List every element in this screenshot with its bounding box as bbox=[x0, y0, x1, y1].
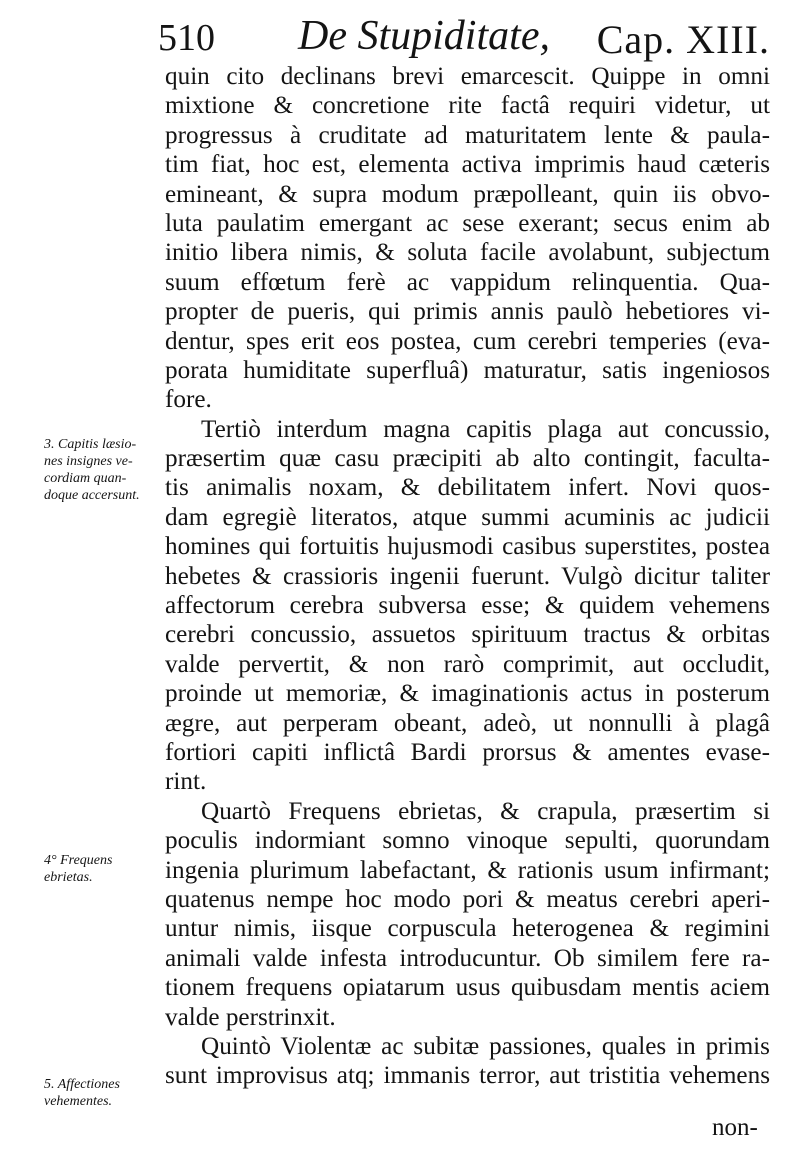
margin-note-line: cordiam quan- bbox=[44, 471, 127, 486]
margin-note-line: 5. Affectiones bbox=[44, 1077, 120, 1092]
text-line: progressus à cruditate ad maturitatem lente & paula- bbox=[165, 121, 770, 149]
text-line: ægre, aut perperam obeant, adeò, ut nonnulli à plagâ bbox=[165, 709, 770, 737]
running-header bbox=[150, 8, 790, 64]
text-line: Tertiò interdum magna capitis plaga aut concussio, bbox=[201, 415, 770, 443]
text-line: emineant, & supra modum præpolleant, quin iis obvo- bbox=[165, 180, 770, 208]
margin-note-4 bbox=[44, 852, 164, 886]
page-number: 510 bbox=[158, 17, 215, 59]
margin-note-line: ebrietas. bbox=[44, 870, 93, 885]
text-line: suum effœtum ferè ac vappidum relinquentia. Qua- bbox=[165, 268, 770, 296]
margin-note-line: nes insignes ve- bbox=[44, 454, 133, 469]
text-line: homines qui fortuitis hujusmodi casibus superstites, postea bbox=[165, 533, 770, 561]
text-line: hebetes & crassioris ingenii fuerunt. Vulgò dicitur taliter bbox=[165, 562, 770, 590]
text-line: tim fiat, hoc est, elementa activa imprimis haud cæteris bbox=[165, 151, 770, 179]
paragraph-2 bbox=[165, 415, 770, 797]
text-line: affectorum cerebra subversa esse; & quidem vehemens bbox=[165, 592, 770, 620]
text-line: sunt improvisus atq; immanis terror, aut tristitia vehemens bbox=[165, 1062, 770, 1090]
text-line: præsertim quæ casu præcipiti ab alto contingit, faculta- bbox=[165, 445, 770, 473]
margin-note-line: vehementes. bbox=[44, 1094, 113, 1109]
paragraph-4 bbox=[165, 1032, 770, 1091]
text-line: quatenus nempe hoc modo pori & meatus cerebri aperi- bbox=[165, 885, 770, 913]
margin-note-line: 3. Capitis læsio- bbox=[44, 437, 137, 452]
text-line: proinde ut memoriæ, & imaginationis actus in posterum bbox=[165, 680, 770, 708]
chapter-heading: Cap. XIII. bbox=[596, 17, 770, 62]
text-line: dentur, spes erit eos postea, cum cerebri temperies (eva- bbox=[165, 327, 770, 355]
text-line: animali valde infesta introducuntur. Ob similem fere ra- bbox=[165, 944, 770, 972]
text-line: ingenia plurimum labefactant, & rationis usum infirmant; bbox=[165, 856, 770, 884]
running-title: De Stupiditate, bbox=[298, 13, 550, 59]
margin-note-line: 4° Frequens bbox=[44, 853, 113, 868]
text-line: valde perstrinxit. bbox=[165, 1003, 336, 1031]
text-line: valde pervertit, & non rarò comprimit, aut occludit, bbox=[165, 650, 770, 678]
margin-note-line: doque accersunt. bbox=[44, 488, 140, 503]
text-line: cerebri concussio, assuetos spirituum tractus & orbitas bbox=[165, 621, 770, 649]
text-line: fortiori capiti inflictâ Bardi prorsus & amentes evase- bbox=[165, 738, 770, 766]
text-line: luta paulatim emergant ac sese exerant; secus enim ab bbox=[165, 209, 770, 237]
text-line: mixtione & concretione rite factâ requiri videtur, ut bbox=[165, 92, 770, 120]
text-line: tionem frequens opiatarum usus quibusdam mentis aciem bbox=[165, 974, 770, 1002]
text-line: poculis indormiant somno vinoque sepulti, quorundam bbox=[165, 827, 770, 855]
text-line: fore. bbox=[165, 386, 212, 414]
text-line: porata humiditate superfluâ) maturatur, satis ingeniosos bbox=[165, 356, 770, 384]
margin-note-5 bbox=[44, 1076, 164, 1110]
text-line: tis animalis noxam, & debilitatem infert. Novi quos- bbox=[165, 474, 770, 502]
text-line: untur nimis, iisque corpuscula heterogenea & regimini bbox=[165, 915, 770, 943]
text-line: rint. bbox=[165, 768, 207, 796]
paragraph-3 bbox=[165, 797, 770, 1032]
text-line: initio libera nimis, & soluta facile avolabunt, subjectum bbox=[165, 239, 770, 267]
catchword: non- bbox=[712, 1114, 758, 1141]
text-line: Quartò Frequens ebrietas, & crapula, præsertim si bbox=[201, 797, 770, 825]
text-line: Quintò Violentæ ac subitæ passiones, quales in primis bbox=[201, 1032, 770, 1060]
text-line: dam egregiè literatos, atque summi acuminis ac judicii bbox=[165, 503, 770, 531]
text-line: quin cito declinans brevi emarcescit. Quippe in omni bbox=[165, 63, 770, 90]
main-text bbox=[165, 62, 770, 1091]
margin-note-3 bbox=[44, 436, 164, 504]
text-line: propter de pueris, qui primis annis paulò hebetiores vi- bbox=[165, 298, 770, 326]
paragraph-1 bbox=[165, 62, 770, 415]
